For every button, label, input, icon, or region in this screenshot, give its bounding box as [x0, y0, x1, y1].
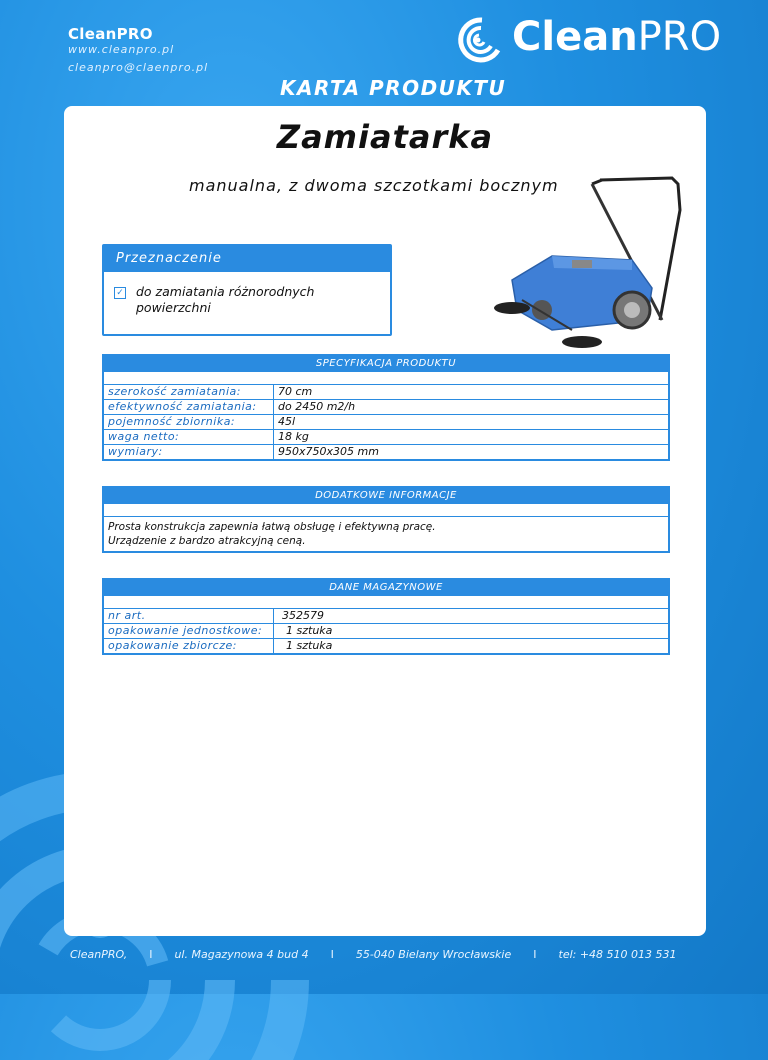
specyfikacja-heading: SPECYFIKACJA PRODUKTU	[104, 356, 668, 372]
product-image-sweeper	[482, 170, 682, 350]
footer-address: ul. Magazynowa 4 bud 4	[174, 948, 309, 961]
spec-label: pojemność zbiornika:	[104, 415, 274, 429]
spec-value: 18 kg	[278, 430, 309, 443]
przeznaczenie-box	[102, 244, 392, 336]
logo-clean: Clean	[512, 14, 638, 60]
spec-value: 70 cm	[278, 385, 313, 398]
magazyn-section	[102, 578, 670, 655]
table-row	[104, 445, 668, 459]
przeznaczenie-heading: Przeznaczenie	[104, 246, 390, 272]
footer-company: CleanPRO,	[70, 948, 128, 961]
footer-city: 55-040 Bielany Wrocławskie	[355, 948, 512, 961]
document-type: KARTA PRODUKTU	[280, 76, 507, 100]
brand-name: CleanPRO	[68, 25, 153, 43]
dodatkowe-heading: DODATKOWE INFORMACJE	[104, 488, 668, 504]
spec-label: waga netto:	[104, 430, 274, 444]
section-spacer	[104, 372, 668, 385]
footer-phone[interactable]: tel: +48 510 013 531	[558, 948, 677, 961]
section-spacer	[104, 504, 668, 517]
table-row	[104, 430, 668, 445]
table-row	[104, 624, 668, 639]
table-row	[104, 639, 668, 653]
footer	[70, 948, 710, 961]
magazyn-value: 1 sztuka	[286, 639, 333, 652]
spec-label: wymiary:	[104, 445, 274, 459]
logo-pro: PRO	[637, 14, 722, 60]
checkbox-icon: ✓	[114, 287, 126, 299]
product-card	[64, 106, 706, 936]
przeznaczenie-item-text: do zamiatania różnorodnych powierzchni	[136, 284, 315, 315]
table-row	[104, 400, 668, 415]
przeznaczenie-item	[114, 284, 384, 316]
spec-label: efektywność zamiatania:	[104, 400, 274, 414]
magazyn-label: nr art.	[104, 609, 274, 623]
footer-separator: I	[330, 948, 334, 961]
magazyn-heading: DANE MAGAZYNOWE	[104, 580, 668, 596]
magazyn-label: opakowanie zbiorcze:	[104, 639, 274, 653]
footer-separator: I	[533, 948, 537, 961]
table-row	[104, 415, 668, 430]
cleanpro-logo	[512, 14, 721, 60]
spec-value: do 2450 m2/h	[278, 400, 356, 413]
dodatkowe-text	[104, 517, 668, 551]
email-link[interactable]: cleanpro@claenpro.pl	[68, 61, 209, 74]
table-row	[104, 385, 668, 400]
spec-label: szerokość zamiatania:	[104, 385, 274, 399]
dodatkowe-line: Prosta konstrukcja zapewnia łatwą obsługę i efektywną pracę.	[108, 521, 436, 533]
dodatkowe-line: Urządzenie z bardzo atrakcyjną ceną.	[108, 535, 306, 547]
section-spacer	[104, 596, 668, 609]
footer-separator: I	[149, 948, 153, 961]
specyfikacja-section	[102, 354, 670, 461]
spec-value: 45l	[278, 415, 296, 428]
product-subtitle: manualna, z dwoma szczotkami bocznym	[189, 176, 559, 195]
website-link[interactable]: www.cleanpro.pl	[68, 43, 175, 56]
magazyn-label: opakowanie jednostkowe:	[104, 624, 274, 638]
magazyn-value: 352579	[282, 609, 324, 622]
table-row	[104, 609, 668, 624]
magazyn-value: 1 sztuka	[286, 624, 333, 637]
dodatkowe-section	[102, 486, 670, 553]
product-title: Zamiatarka	[276, 118, 494, 156]
cleanpro-logo-icon	[452, 16, 504, 64]
spec-value: 950x750x305 mm	[278, 445, 379, 458]
